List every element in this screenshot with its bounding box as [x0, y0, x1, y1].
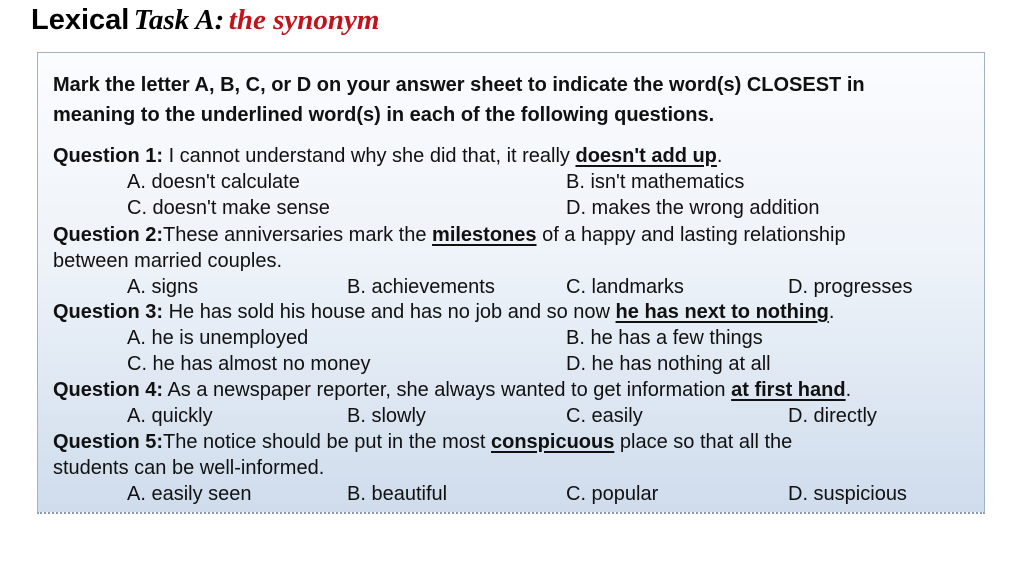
question-1-label: Question 1: — [53, 145, 164, 167]
question-1-text: I cannot understand why she did that, it really — [163, 145, 576, 167]
question-3-label: Question 3: — [53, 301, 164, 323]
question-5-continuation: students can be well-informed. — [53, 457, 325, 479]
question-1-option-a[interactable]: A. doesn't calculate — [127, 171, 300, 193]
title-lexical: Lexical — [31, 4, 130, 36]
question-4-text: As a newspaper reporter, she always wanted to get information — [163, 379, 732, 401]
page-title — [31, 2, 379, 43]
question-1-option-c[interactable]: C. doesn't make sense — [127, 197, 330, 219]
question-5-text: The notice should be put in the most — [163, 431, 491, 453]
question-4-option-a[interactable]: A. quickly — [127, 405, 213, 427]
question-5-label: Question 5: — [53, 431, 164, 453]
question-2-option-b[interactable]: B. achievements — [347, 276, 495, 298]
question-2-end: of a happy and lasting relationship — [536, 224, 846, 246]
question-3-end: . — [828, 301, 835, 323]
question-3-option-b[interactable]: B. he has a few things — [566, 327, 763, 349]
question-2-continuation: between married couples. — [53, 250, 283, 272]
question-3-text: He has sold his house and has no job and so now — [163, 301, 616, 323]
question-3-stem — [53, 299, 834, 325]
question-5-keyword: conspicuous — [491, 431, 615, 453]
question-5-option-a[interactable]: A. easily seen — [127, 483, 252, 505]
instructions-line-2: meaning to the underlined word(s) in each of the following questions. — [53, 104, 715, 126]
question-3-option-c[interactable]: C. he has almost no money — [127, 353, 371, 375]
question-5-end: place so that all the — [614, 431, 793, 453]
question-1-option-b[interactable]: B. isn't mathematics — [566, 171, 745, 193]
question-4-option-c[interactable]: C. easily — [566, 405, 643, 427]
question-5-option-d[interactable]: D. suspicious — [788, 483, 907, 505]
instructions-line-1: Mark the letter A, B, C, or D on your answer sheet to indicate the word(s) CLOSEST in — [53, 74, 865, 96]
question-5-option-b[interactable]: B. beautiful — [347, 483, 448, 505]
question-2-option-a[interactable]: A. signs — [127, 276, 199, 298]
question-2-option-d[interactable]: D. progresses — [788, 276, 913, 298]
question-5-stem — [53, 429, 792, 455]
question-5-option-c[interactable]: C. popular — [566, 483, 659, 505]
question-3-option-a[interactable]: A. he is unemployed — [127, 327, 309, 349]
question-1-stem — [53, 143, 722, 169]
title-task: Task A: — [133, 4, 225, 36]
question-2-stem — [53, 222, 846, 248]
question-1-option-d[interactable]: D. makes the wrong addition — [566, 197, 820, 219]
question-2-text: These anniversaries mark the — [163, 224, 433, 246]
question-1-keyword: doesn't add up — [575, 145, 717, 167]
question-4-label: Question 4: — [53, 379, 164, 401]
question-3-keyword: he has next to nothing — [615, 301, 829, 323]
question-4-option-b[interactable]: B. slowly — [347, 405, 426, 427]
question-2-option-c[interactable]: C. landmarks — [566, 276, 684, 298]
question-2-keyword: milestones — [432, 224, 537, 246]
question-1-end: . — [716, 145, 723, 167]
title-topic: the synonym — [228, 4, 380, 36]
exercise-panel — [37, 52, 985, 514]
question-2-label: Question 2: — [53, 224, 164, 246]
question-4-option-d[interactable]: D. directly — [788, 405, 877, 427]
question-4-keyword: at first hand — [731, 379, 846, 401]
question-4-end: . — [845, 379, 852, 401]
question-4-stem — [53, 377, 851, 403]
question-3-option-d[interactable]: D. he has nothing at all — [566, 353, 771, 375]
